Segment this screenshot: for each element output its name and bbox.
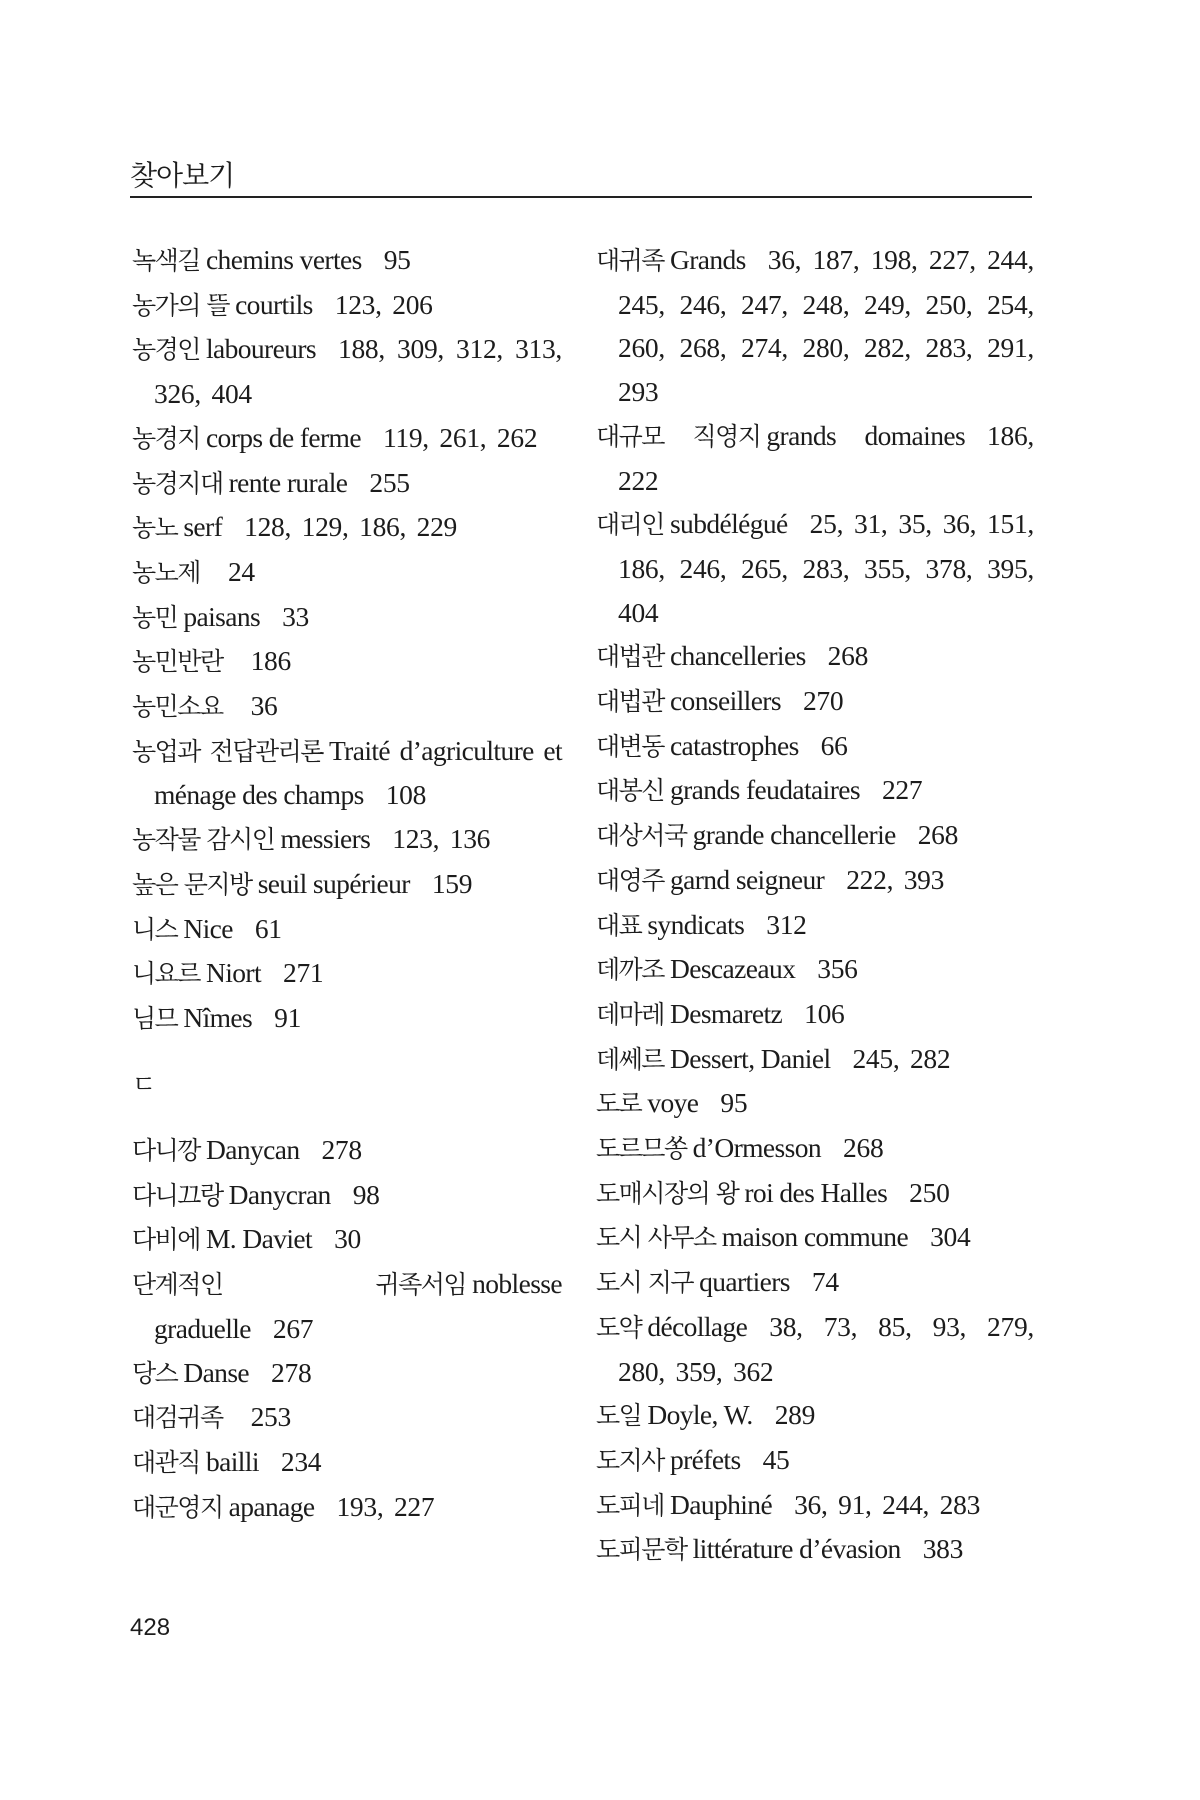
entry-original-term: grande chancellerie	[692, 819, 896, 851]
entry-original-term: M. Daviet	[205, 1223, 313, 1255]
index-entry	[596, 634, 1034, 679]
page-number: 428	[130, 1614, 171, 1641]
entry-original-term: rente rurale	[228, 466, 348, 498]
header-divider	[130, 196, 1032, 198]
index-entry	[132, 684, 562, 729]
entry-korean-term: 농노	[132, 513, 178, 543]
entry-original-term: voye	[647, 1087, 699, 1119]
entry-korean-term: 당스	[132, 1358, 178, 1388]
entry-korean-term: 도매시장의 왕	[596, 1178, 739, 1208]
entry-original-term: Niort	[205, 957, 262, 989]
index-entry	[132, 1128, 562, 1173]
index-entry	[596, 813, 1034, 858]
entry-page-numbers: 186, 222	[618, 419, 1034, 496]
index-entry	[132, 817, 562, 862]
entry-page-numbers: 227	[881, 774, 923, 806]
entry-page-numbers: 222, 393	[846, 863, 945, 895]
entry-page-numbers: 278	[321, 1134, 362, 1166]
entry-korean-term: 대영주	[596, 865, 664, 895]
entry-original-term: d’Ormesson	[692, 1132, 822, 1164]
index-entry	[596, 1527, 1034, 1572]
entry-korean-term: 농경지	[132, 423, 200, 453]
entry-original-term: messiers	[280, 823, 371, 855]
entry-korean-term: 농민소요	[132, 692, 223, 722]
entry-original-term: laboureurs	[205, 333, 317, 365]
entry-page-numbers: 123, 136	[392, 823, 491, 855]
entry-page-numbers: 255	[369, 466, 410, 498]
entry-page-numbers: 36	[250, 690, 278, 722]
index-entry	[596, 1126, 1034, 1171]
index-entry	[132, 595, 562, 640]
entry-korean-term: 농업과 전답관리론	[132, 736, 323, 766]
entry-page-numbers: 268	[917, 819, 959, 851]
entry-korean-term: 대상서국	[596, 821, 687, 851]
entry-page-numbers: 304	[930, 1221, 971, 1253]
entry-page-numbers: 356	[817, 953, 858, 985]
entry-page-numbers: 61	[254, 912, 282, 944]
entry-korean-term: 대리인	[596, 510, 664, 540]
entry-original-term: serf	[183, 511, 223, 543]
entry-original-term: bailli	[205, 1445, 259, 1477]
entry-page-numbers: 30	[334, 1223, 361, 1255]
entry-korean-term: 데까조	[596, 955, 664, 985]
index-entry	[132, 283, 562, 328]
entry-page-numbers: 188, 309, 312, 313, 326, 404	[154, 333, 562, 410]
entry-page-numbers: 74	[811, 1266, 839, 1298]
index-entry	[596, 903, 1034, 948]
entry-korean-term: 녹색길	[132, 246, 200, 275]
entry-original-term: Grands	[669, 244, 746, 275]
entry-original-term: Descazeaux	[669, 953, 796, 985]
section-heading: ㄷ	[132, 1069, 157, 1099]
entry-korean-term: 높은 문지방	[132, 869, 252, 899]
entry-original-term: Danse	[183, 1356, 250, 1388]
entry-page-numbers: 33	[282, 600, 309, 632]
entry-page-numbers: 245, 282	[852, 1042, 951, 1074]
entry-page-numbers: 271	[283, 957, 324, 989]
entry-original-term: conseillers	[669, 685, 781, 717]
index-entry	[596, 238, 1034, 414]
entry-page-numbers: 36, 91, 244, 283	[794, 1488, 981, 1520]
entry-korean-term: 도피네	[596, 1490, 664, 1520]
index-entry	[596, 1171, 1034, 1216]
entry-korean-term: 데쎄르	[596, 1044, 664, 1074]
entry-original-term: Traité d’agriculture et ménage des champs	[154, 734, 562, 811]
index-entry	[132, 862, 562, 907]
entry-korean-term: 도지사	[596, 1445, 664, 1475]
entry-page-numbers: 128, 129, 186, 229	[244, 511, 457, 543]
index-entry	[132, 639, 562, 684]
entry-original-term: quartiers	[699, 1266, 790, 1298]
index-entry	[596, 1393, 1034, 1438]
entry-original-term: garnd seigneur	[669, 863, 825, 895]
entry-original-term: corps de ferme	[205, 421, 361, 453]
index-entry	[132, 1217, 562, 1262]
entry-korean-term: 도로	[596, 1089, 642, 1119]
index-entry	[132, 996, 562, 1041]
index-entry	[132, 1173, 562, 1218]
entry-page-numbers: 289	[774, 1399, 816, 1431]
index-entry	[596, 1438, 1034, 1483]
entry-korean-term: 대규모 직영지	[596, 421, 761, 451]
entry-page-numbers: 24	[227, 555, 255, 587]
entry-original-term: Danycran	[228, 1178, 331, 1210]
entry-original-term: seuil supérieur	[257, 867, 410, 899]
entry-original-term: noblesse graduelle	[154, 1268, 562, 1344]
entry-page-numbers: 268	[843, 1132, 884, 1164]
entry-korean-term: 농민	[132, 602, 178, 632]
page-header-title: 찾아보기	[130, 159, 235, 192]
entry-korean-term: 도시 지구	[596, 1268, 694, 1298]
entry-original-term: Dessert, Daniel	[669, 1042, 831, 1074]
entry-original-term: Desmaretz	[669, 997, 783, 1029]
entry-original-term: décollage	[647, 1310, 748, 1342]
entry-page-numbers: 45	[762, 1443, 790, 1475]
entry-page-numbers: 38, 73, 85, 93, 279, 280, 359, 362	[618, 1310, 1034, 1387]
entry-korean-term: 대관직	[132, 1447, 200, 1477]
entry-korean-term: 대법관	[596, 687, 664, 717]
entry-korean-term: 다니깡	[132, 1136, 200, 1166]
index-entry	[596, 1037, 1034, 1082]
index-entry	[132, 1351, 562, 1396]
entry-page-numbers: 267	[272, 1312, 314, 1344]
entry-page-numbers: 268	[827, 640, 869, 672]
entry-page-numbers: 270	[802, 685, 844, 717]
entry-korean-term: 다비에	[132, 1225, 200, 1255]
entry-korean-term: 님므	[132, 1003, 178, 1033]
index-entry	[132, 505, 562, 550]
index-entry	[132, 238, 562, 283]
entry-original-term: courtils	[235, 288, 313, 320]
entry-korean-term: 도약	[596, 1312, 642, 1342]
index-entry	[596, 1215, 1034, 1260]
entry-page-numbers: 91	[274, 1001, 302, 1033]
entry-korean-term: 대검귀족	[132, 1403, 223, 1433]
index-entry	[132, 951, 562, 996]
entry-original-term: Danycan	[205, 1134, 300, 1166]
index-column-right	[596, 238, 1034, 1572]
entry-page-numbers: 250	[909, 1176, 950, 1208]
entry-page-numbers: 278	[271, 1356, 312, 1388]
entry-korean-term: 농작물 감시인	[132, 825, 275, 855]
entry-original-term: roi des Halles	[744, 1176, 888, 1208]
index-entry	[596, 679, 1034, 724]
entry-page-numbers: 186	[250, 645, 291, 677]
index-entry	[596, 1483, 1034, 1528]
entry-original-term: grands feudataires	[669, 774, 860, 806]
index-entry	[596, 724, 1034, 769]
index-entry	[132, 327, 562, 415]
entry-original-term: Nîmes	[183, 1001, 253, 1033]
entry-korean-term: 다니끄랑	[132, 1180, 223, 1210]
entry-page-numbers: 383	[922, 1533, 964, 1565]
entry-page-numbers: 66	[820, 729, 848, 761]
index-entry	[596, 947, 1034, 992]
entry-original-term: paisans	[183, 600, 261, 632]
index-column-left	[132, 238, 562, 1529]
entry-page-numbers: 159	[431, 867, 473, 899]
entry-page-numbers: 312	[766, 908, 807, 940]
index-entry	[596, 1305, 1034, 1393]
entry-original-term: catastrophes	[669, 729, 799, 761]
index-entry	[132, 907, 562, 952]
entry-korean-term: 도피문학	[596, 1535, 687, 1565]
entry-page-numbers: 95	[720, 1087, 748, 1119]
index-entry	[132, 1262, 562, 1350]
index-entry	[132, 416, 562, 461]
entry-korean-term: 니요르	[132, 959, 200, 989]
index-entry	[132, 1485, 562, 1530]
entry-original-term: apanage	[228, 1490, 315, 1522]
entry-korean-term: 농노제	[132, 557, 200, 587]
entry-page-numbers: 119, 261, 262	[382, 421, 538, 453]
index-entry	[132, 550, 562, 595]
entry-original-term: subdélégué	[669, 508, 788, 540]
index-entry	[596, 1260, 1034, 1305]
entry-korean-term: 데마레	[596, 999, 664, 1029]
index-entry	[132, 1395, 562, 1440]
entry-original-term: littérature d’évasion	[692, 1533, 901, 1565]
entry-page-numbers: 95	[383, 244, 411, 275]
entry-original-term: Doyle, W.	[647, 1399, 753, 1431]
entry-korean-term: 농경지대	[132, 468, 223, 498]
entry-korean-term: 니스	[132, 914, 178, 944]
entry-korean-term: 대봉신	[596, 776, 664, 806]
entry-korean-term: 도일	[596, 1401, 642, 1431]
entry-page-numbers: 123, 206	[334, 288, 433, 320]
entry-korean-term: 단계적인 귀족서임	[132, 1270, 467, 1300]
index-entry	[132, 461, 562, 506]
entry-korean-term: 대표	[596, 910, 642, 940]
entry-page-numbers: 108	[385, 779, 427, 811]
entry-korean-term: 농가의 뜰	[132, 290, 230, 320]
entry-page-numbers: 98	[352, 1178, 380, 1210]
index-entry	[132, 1440, 562, 1485]
entry-page-numbers: 253	[250, 1401, 291, 1433]
entry-page-numbers: 25, 31, 35, 36, 151, 186, 246, 265, 283, 355, 378, 395, 404	[618, 508, 1034, 628]
entry-page-numbers: 193, 227	[336, 1490, 435, 1522]
entry-korean-term: 도시 사무소	[596, 1223, 716, 1253]
entry-korean-term: 농민반란	[132, 647, 223, 677]
entry-original-term: chancelleries	[669, 640, 806, 672]
entry-original-term: grands domaines	[766, 419, 966, 451]
index-entry	[132, 729, 562, 817]
entry-page-numbers: 234	[280, 1445, 322, 1477]
index-entry	[596, 502, 1034, 634]
entry-original-term: Nice	[183, 912, 233, 944]
entry-original-term: maison commune	[721, 1221, 909, 1253]
entry-original-term: chemins vertes	[205, 244, 362, 275]
entry-original-term: syndicats	[647, 908, 745, 940]
entry-original-term: préfets	[669, 1443, 741, 1475]
entry-korean-term: 대군영지	[132, 1492, 223, 1522]
entry-korean-term: 대법관	[596, 642, 664, 672]
entry-page-numbers: 36, 187, 198, 227, 244, 245, 246, 247, 248, 249, 250, 254, 260, 268, 274, 280, 282, 283, 291, 293	[618, 244, 1034, 408]
index-entry	[596, 768, 1034, 813]
entry-page-numbers: 106	[804, 997, 845, 1029]
entry-korean-term: 대귀족	[596, 246, 664, 275]
index-entry	[596, 858, 1034, 903]
entry-korean-term: 대변동	[596, 731, 664, 761]
index-entry	[596, 1081, 1034, 1126]
index-entry	[596, 414, 1034, 502]
entry-original-term: Dauphiné	[669, 1488, 773, 1520]
entry-korean-term: 농경인	[132, 335, 200, 365]
entry-korean-term: 도르므쏭	[596, 1134, 687, 1164]
index-entry	[596, 992, 1034, 1037]
